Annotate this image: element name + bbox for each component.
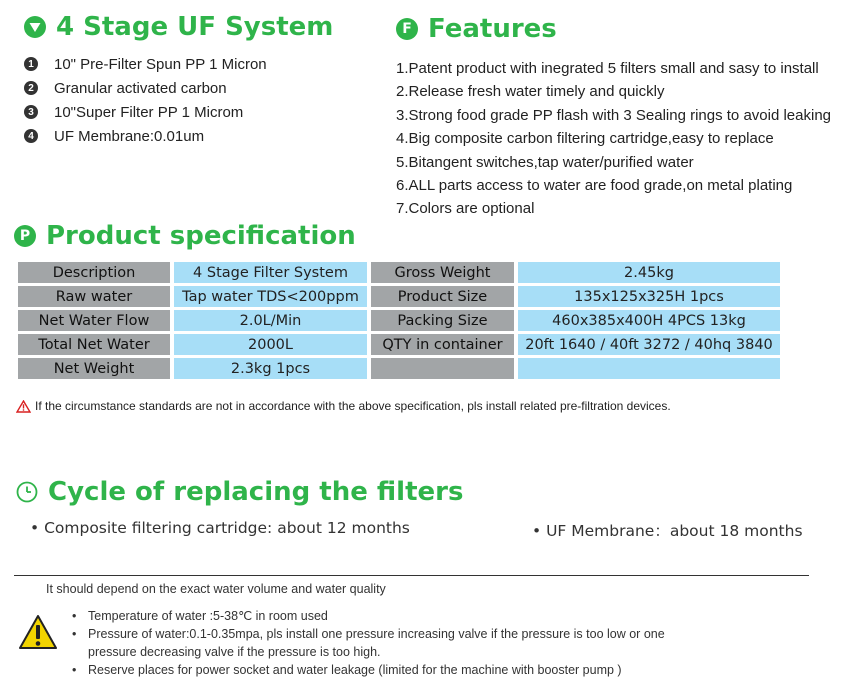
spec-label: Net Water Flow — [18, 310, 170, 331]
spec-value: 2.45kg — [518, 262, 780, 283]
list-item — [24, 52, 267, 76]
number-1-icon: 1 — [24, 57, 38, 71]
stage-item-label: 10" Pre-Filter Spun PP 1 Micron — [54, 55, 267, 73]
letter-f-icon: F — [396, 18, 418, 40]
clock-icon — [16, 481, 38, 503]
table-row — [18, 358, 780, 379]
number-4-icon: 4 — [24, 129, 38, 143]
list-item — [24, 124, 267, 148]
spec-value: 2000L — [174, 334, 367, 355]
cycle-note: It should depend on the exact water volume and water quality — [46, 582, 386, 596]
warning-sign-icon — [18, 614, 58, 650]
number-3-icon: 3 — [24, 105, 38, 119]
spec-section-title — [14, 221, 356, 251]
spec-value: 4 Stage Filter System — [174, 262, 367, 283]
stage-title-text: 4 Stage UF System — [56, 12, 334, 42]
spec-value: 135x125x325H 1pcs — [518, 286, 780, 307]
spec-label: Raw water — [18, 286, 170, 307]
warning-triangle-icon — [16, 400, 31, 413]
spec-label: QTY in container — [371, 334, 514, 355]
list-item: 3.Strong food grade PP flash with 3 Sealing rings to avoid leaking — [396, 106, 831, 124]
table-row — [18, 310, 780, 331]
list-item: • Pressure of water:0.1-0.35mpa, pls install one pressure increasing valve if the pressure is too low or one — [72, 625, 665, 643]
features-section-title — [396, 14, 557, 44]
spec-warning-text: If the circumstance standards are not in accordance with the above specification, pls install related pre-filtration devices. — [35, 399, 671, 413]
cycle-section-title — [16, 477, 463, 507]
down-triangle-icon — [24, 16, 46, 38]
spec-label: Packing Size — [371, 310, 514, 331]
spec-label: Gross Weight — [371, 262, 514, 283]
list-item: • Composite filtering cartridge: about 12 months — [30, 519, 410, 537]
spec-value: Tap water TDS<200ppm — [174, 286, 367, 307]
table-row — [18, 286, 780, 307]
cycle-item-label: UF Membrane：about 18 months — [546, 522, 803, 540]
list-item-continuation: pressure decreasing valve if the pressure is too high. — [88, 645, 381, 659]
list-item: • UF Membrane：about 18 months — [532, 522, 803, 540]
spec-table — [14, 259, 784, 382]
number-2-icon: 2 — [24, 81, 38, 95]
list-item: 4.Big composite carbon filtering cartridge,easy to replace — [396, 130, 774, 148]
spec-value: 2.3kg 1pcs — [174, 358, 367, 379]
cycle-title-text: Cycle of replacing the filters — [48, 477, 464, 507]
spec-label: Net Weight — [18, 358, 170, 379]
stage-section-title — [24, 12, 333, 42]
spec-value: 460x385x400H 4PCS 13kg — [518, 310, 780, 331]
spec-label — [371, 358, 514, 379]
spec-title-text: Product specification — [46, 221, 356, 251]
list-item: • Temperature of water :5-38℃ in room used — [72, 607, 665, 625]
cycle-bullets — [72, 607, 665, 679]
list-item: 1.Patent product with inegrated 5 filters small and sasy to install — [396, 60, 819, 77]
spec-value: 20ft 1640 / 40ft 3272 / 40hq 3840 — [518, 334, 780, 355]
cycle-item-label: Composite filtering cartridge: about 12 months — [44, 519, 410, 537]
list-item: 7.Colors are optional — [396, 200, 535, 218]
stage-item-label: UF Membrane:0.01um — [54, 127, 205, 145]
list-item: 6.ALL parts access to water are food grade,on metal plating — [396, 176, 793, 194]
stage-item-label: Granular activated carbon — [54, 79, 227, 97]
table-row — [18, 334, 780, 355]
list-item: 5.Bitangent switches,tap water/purified water — [396, 153, 694, 171]
features-title-text: Features — [428, 14, 557, 44]
table-row — [18, 262, 780, 283]
stage-item-label: 10"Super Filter PP 1 Microm — [54, 103, 244, 121]
spec-label: Description — [18, 262, 170, 283]
divider — [14, 575, 809, 576]
spec-label: Total Net Water — [18, 334, 170, 355]
list-item: 2.Release fresh water timely and quickly — [396, 83, 665, 101]
spec-warning — [16, 399, 671, 413]
spec-value — [518, 358, 780, 379]
list-item — [24, 100, 267, 124]
spec-value: 2.0L/Min — [174, 310, 367, 331]
features-list — [396, 57, 831, 221]
letter-p-icon: P — [14, 225, 36, 247]
list-item — [24, 76, 267, 100]
stage-list — [24, 52, 267, 148]
spec-label: Product Size — [371, 286, 514, 307]
list-item: • Reserve places for power socket and water leakage (limited for the machine with booster pump ) — [72, 661, 665, 679]
